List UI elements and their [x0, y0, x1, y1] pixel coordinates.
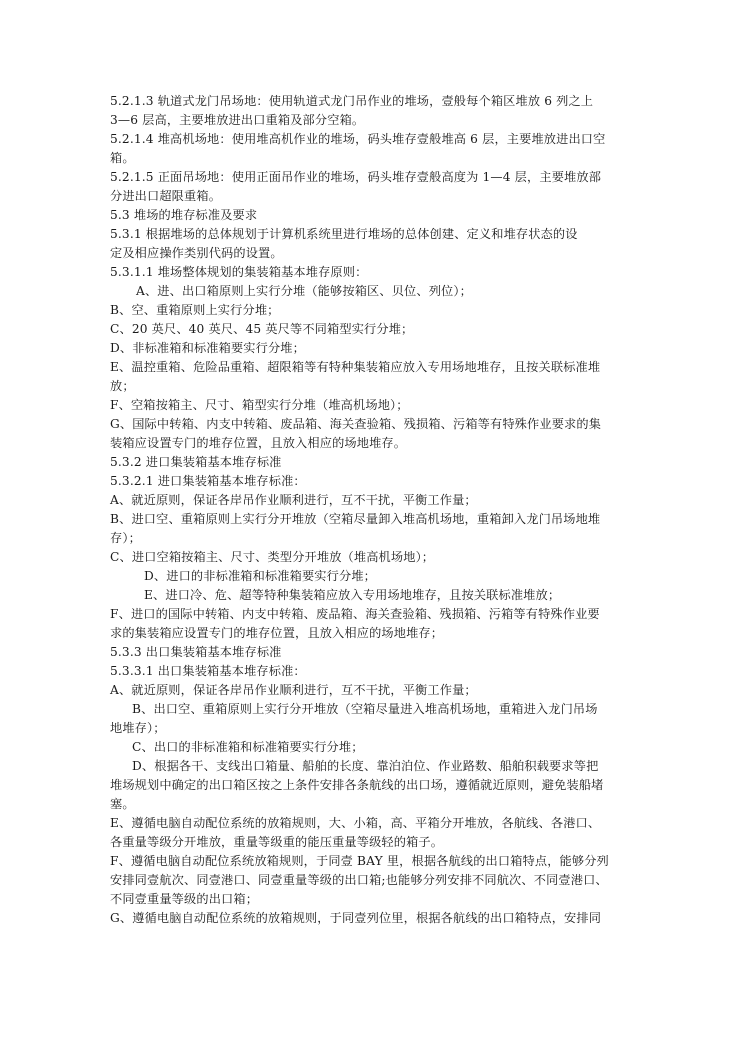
text-line: G、国际中转箱、内支中转箱、废品箱、海关查验箱、残损箱、污箱等有特殊作业要求的集 [110, 417, 602, 431]
text-line: F、遵循电脑自动配位系统放箱规则，于同壹 BAY 里，根据各航线的出口箱特点，能够分列 [110, 854, 609, 868]
text-line: 放； [110, 379, 135, 393]
text-line: E、遵循电脑自动配位系统的放箱规则，大、小箱，高、平箱分开堆放，各航线、各港口、 [110, 816, 601, 830]
text-line: 塞。 [110, 797, 135, 811]
text-line: A、就近原则，保证各岸吊作业顺利进行，互不干扰，平衡工作量； [110, 683, 477, 697]
text-line: D、根据各干、支线出口箱量、船舶的长度、靠泊泊位、作业路数、船舶积载要求等把 [132, 759, 599, 773]
text-line: 求的集装箱应设置专门的堆存位置，且放入相应的场地堆存； [110, 626, 444, 640]
text-line: 存）； [110, 531, 141, 545]
text-line: 3—6 层高，主要堆放进出口重箱及部分空箱。 [110, 113, 365, 127]
text-line: C、出口的非标准箱和标准箱要实行分堆； [132, 740, 364, 754]
text-line: B、出口空、重箱原则上实行分开堆放（空箱尽量进入堆高机场地，重箱进入龙门吊场 [132, 702, 598, 716]
text-line: E、进口冷、危、超等特种集装箱应放入专用场地堆存，且按关联标准堆放； [144, 588, 561, 602]
text-line: D、非标准箱和标准箱要实行分堆； [110, 341, 305, 355]
text-line: 不同壹重量等级的出口箱； [110, 892, 259, 906]
text-line: 5.2.1.3 轨道式龙门吊场地：使用轨道式龙门吊作业的堆场，壹般每个箱区堆放 6 列之上 [110, 94, 594, 108]
text-line: F、空箱按箱主、尺寸、箱型实行分堆（堆高机场地）； [110, 398, 409, 412]
text-line: 定及相应操作类别代码的设置。 [110, 246, 283, 260]
text-line: 地堆存）； [110, 721, 166, 735]
text-line: E、温控重箱、危险品重箱、超限箱等有特种集装箱应放入专用场地堆存，且按关联标准堆 [110, 360, 601, 374]
text-line: F、进口的国际中转箱、内支中转箱、废品箱、海关查验箱、残损箱、污箱等有特殊作业要 [110, 607, 600, 621]
text-line: 5.2.1.5 正面吊场地：使用正面吊作业的堆场，码头堆存壹般高度为 1—4 层，主要堆放部 [110, 170, 602, 184]
text-line: C、20 英尺、40 英尺、45 英尺等不同箱型实行分堆； [110, 322, 414, 336]
text-line: C、进口空箱按箱主、尺寸、类型分开堆放（堆高机场地）； [110, 550, 435, 564]
text-line: 5.3.1 根据堆场的总体规划于计算机系统里进行堆场的总体创建、定义和堆存状态的设 [110, 227, 578, 241]
text-line: 5.3.3 出口集装箱基本堆存标准 [110, 645, 282, 659]
text-line: B、空、重箱原则上实行分堆； [110, 303, 280, 317]
text-line: 分进出口超限重箱。 [110, 189, 222, 203]
text-line: 5.3.1.1 堆场整体规划的集装箱基本堆存原则： [110, 265, 368, 279]
text-line: 5.2.1.4 堆高机场地：使用堆高机作业的堆场，码头堆存壹般堆高 6 层，主要堆放进出口空 [110, 132, 606, 146]
text-line: 5.3 堆场的堆存标准及要求 [110, 208, 258, 222]
text-line: 堆场规划中确定的出口箱区按之上条件安排各条航线的出口场，遵循就近原则，避免装船堵 [110, 778, 604, 792]
text-line: A、就近原则，保证各岸吊作业顺利进行，互不干扰，平衡工作量； [110, 493, 477, 507]
text-line: 5.3.2 进口集装箱基本堆存标准 [110, 455, 282, 469]
text-line: 各重量等级分开堆放，重量等级重的能压重量等级轻的箱子。 [110, 835, 444, 849]
text-line: 安排同壹航次、同壹港口、同壹重量等级的出口箱;也能够分列安排不同航次、不同壹港口、 [110, 873, 608, 887]
text-line: G、遵循电脑自动配位系统的放箱规则，于同壹列位里，根据各航线的出口箱特点，安排同 [110, 911, 602, 925]
text-line: A、进、出口箱原则上实行分堆（能够按箱区、贝位、列位）； [136, 284, 472, 298]
text-line: 装箱应设置专门的堆存位置，且放入相应的场地堆存。 [110, 436, 407, 450]
text-line: 5.3.3.1 出口集装箱基本堆存标准： [110, 664, 306, 678]
text-line: 箱。 [110, 151, 135, 165]
text-line: D、进口的非标准箱和标准箱要实行分堆； [144, 569, 376, 583]
document-body [110, 92, 640, 928]
text-line: 5.3.2.1 进口集装箱基本堆存标准： [110, 474, 306, 488]
text-line: B、进口空、重箱原则上实行分开堆放（空箱尽量卸入堆高机场地，重箱卸入龙门吊场地堆 [110, 512, 601, 526]
